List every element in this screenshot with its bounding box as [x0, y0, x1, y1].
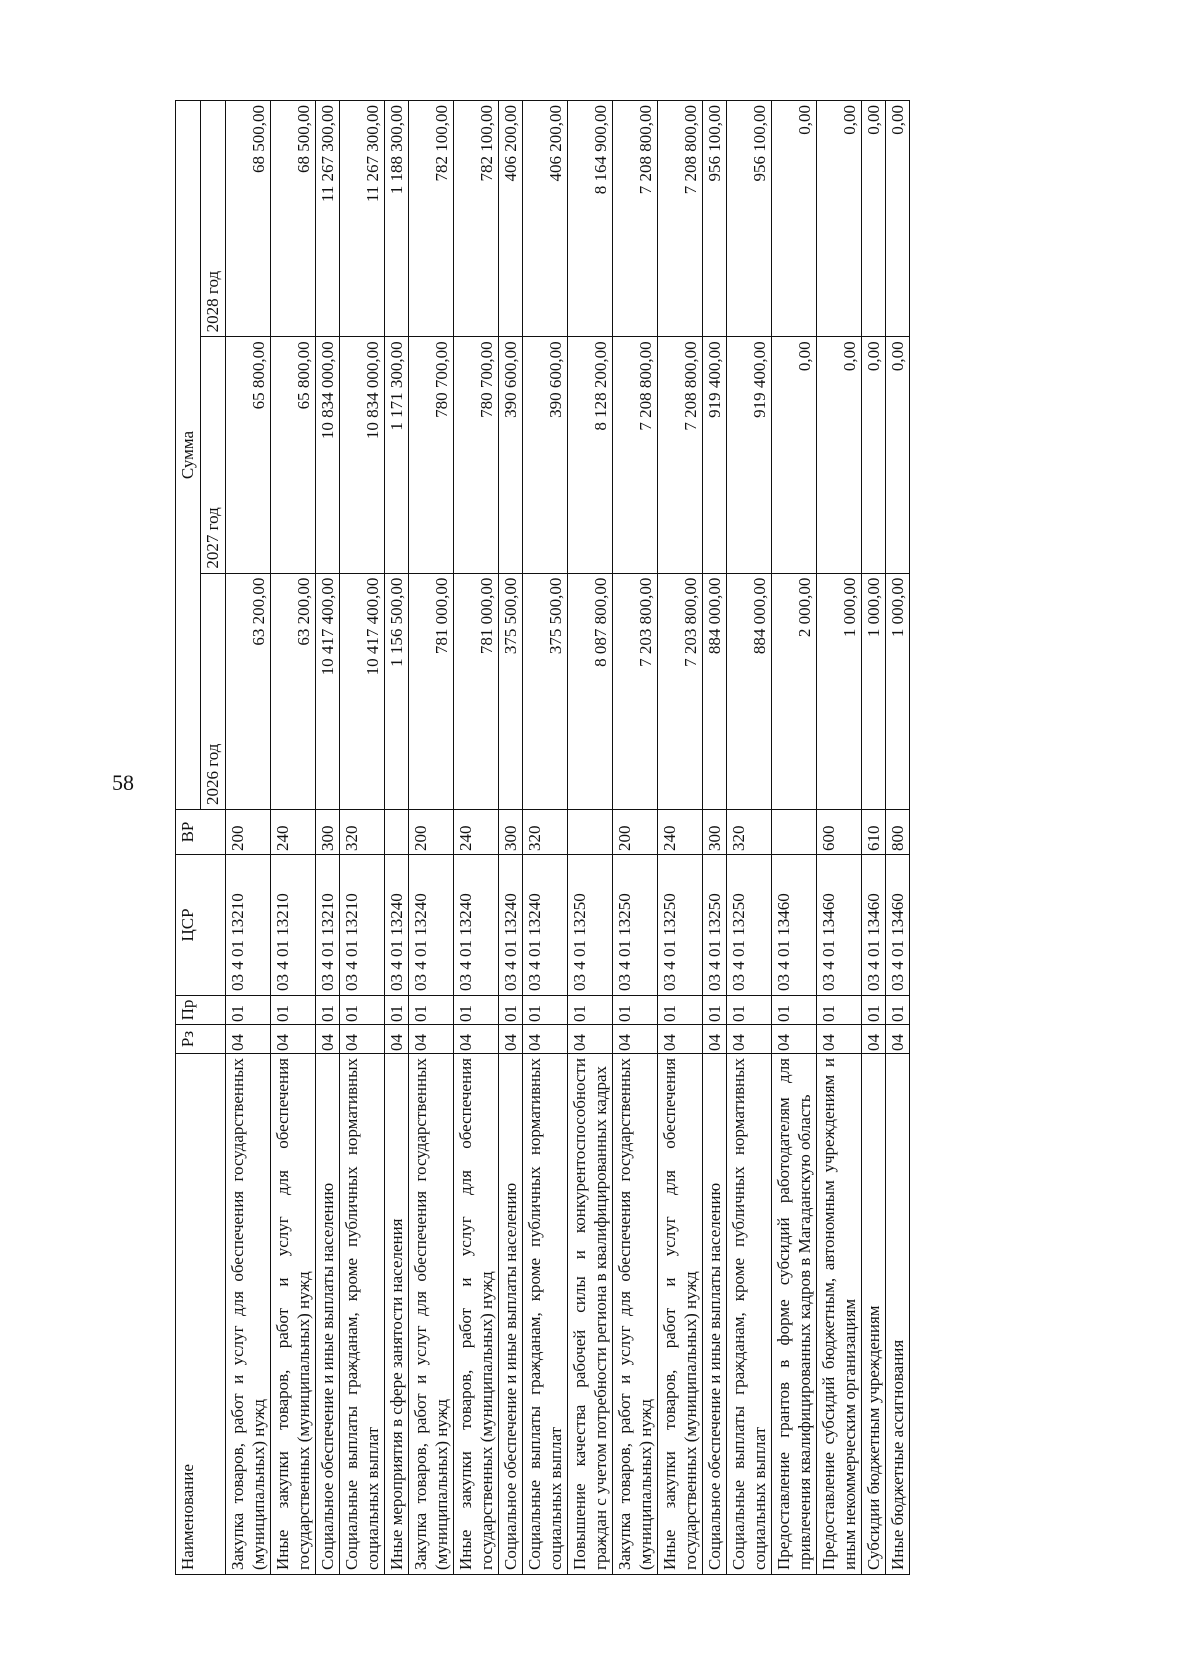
cell-rz: 04	[523, 1025, 568, 1054]
cell-pr: 01	[340, 996, 385, 1025]
cell-name: Предоставление грантов в форме субсидий работодателям для привлечения квалифицированных кадров в Магаданскую область	[772, 1054, 817, 1575]
cell-sum-2028: 0,00	[886, 101, 910, 337]
table-row	[817, 101, 862, 1575]
cell-sum-2028: 68 500,00	[271, 101, 316, 337]
cell-sum-2027: 1 171 300,00	[385, 337, 409, 573]
cell-sum-2026: 1 000,00	[817, 573, 862, 809]
header-vr: ВР	[176, 810, 226, 855]
cell-sum-2027: 8 128 200,00	[568, 337, 613, 573]
table-header	[176, 101, 226, 1575]
cell-sum-2028: 8 164 900,00	[568, 101, 613, 337]
cell-sum-2027: 7 208 800,00	[613, 337, 658, 573]
cell-csr: 03 4 01 13250	[613, 855, 658, 996]
cell-sum-2028: 0,00	[862, 101, 886, 337]
cell-pr: 01	[613, 996, 658, 1025]
cell-rz: 04	[727, 1025, 772, 1054]
cell-pr: 01	[409, 996, 454, 1025]
cell-sum-2026: 7 203 800,00	[658, 573, 703, 809]
cell-name: Социальное обеспечение и иные выплаты населению	[499, 1054, 523, 1575]
cell-sum-2026: 884 000,00	[727, 573, 772, 809]
cell-vr	[772, 810, 817, 855]
cell-sum-2028: 956 100,00	[703, 101, 727, 337]
cell-sum-2028: 0,00	[817, 101, 862, 337]
cell-sum-2027: 10 834 000,00	[316, 337, 340, 573]
cell-csr: 03 4 01 13250	[703, 855, 727, 996]
table-row	[385, 101, 409, 1575]
cell-sum-2027: 7 208 800,00	[658, 337, 703, 573]
cell-sum-2027: 780 700,00	[409, 337, 454, 573]
cell-csr: 03 4 01 13460	[886, 855, 910, 996]
cell-sum-2027: 919 400,00	[703, 337, 727, 573]
cell-sum-2027: 0,00	[817, 337, 862, 573]
cell-sum-2027: 390 600,00	[499, 337, 523, 573]
cell-sum-2028: 782 100,00	[454, 101, 499, 337]
rotated-table-wrapper	[175, 100, 1075, 1575]
cell-sum-2028: 956 100,00	[727, 101, 772, 337]
cell-sum-2026: 1 000,00	[862, 573, 886, 809]
cell-vr: 240	[271, 810, 316, 855]
cell-name: Иные закупки товаров, работ и услуг для обеспечения государственных (муниципальных) нужд	[454, 1054, 499, 1575]
cell-pr: 01	[523, 996, 568, 1025]
cell-name: Социальные выплаты гражданам, кроме публичных нормативных социальных выплат	[523, 1054, 568, 1575]
cell-csr: 03 4 01 13250	[568, 855, 613, 996]
cell-name: Закупка товаров, работ и услуг для обеспечения государственных (муниципальных) нужд	[226, 1054, 271, 1575]
cell-rz: 04	[385, 1025, 409, 1054]
cell-sum-2027: 390 600,00	[523, 337, 568, 573]
header-name: Наименование	[176, 1054, 226, 1575]
cell-sum-2028: 1 188 300,00	[385, 101, 409, 337]
cell-csr: 03 4 01 13240	[499, 855, 523, 996]
cell-sum-2028: 782 100,00	[409, 101, 454, 337]
cell-sum-2026: 63 200,00	[226, 573, 271, 809]
cell-name: Социальные выплаты гражданам, кроме публичных нормативных социальных выплат	[340, 1054, 385, 1575]
cell-csr: 03 4 01 13460	[772, 855, 817, 996]
cell-name: Повышение качества рабочей силы и конкурентоспособности граждан с учетом потребности региона в квалифицированных кадрах	[568, 1054, 613, 1575]
cell-sum-2026: 781 000,00	[454, 573, 499, 809]
cell-sum-2027: 10 834 000,00	[340, 337, 385, 573]
cell-csr: 03 4 01 13210	[271, 855, 316, 996]
cell-sum-2026: 63 200,00	[271, 573, 316, 809]
cell-rz: 04	[316, 1025, 340, 1054]
cell-sum-2026: 884 000,00	[703, 573, 727, 809]
cell-sum-2028: 406 200,00	[499, 101, 523, 337]
cell-sum-2028: 11 267 300,00	[316, 101, 340, 337]
cell-pr: 01	[499, 996, 523, 1025]
rotated-page-content	[175, 100, 1075, 1575]
cell-rz: 04	[862, 1025, 886, 1054]
cell-vr: 800	[886, 810, 910, 855]
cell-rz: 04	[409, 1025, 454, 1054]
table-row	[226, 101, 271, 1575]
cell-sum-2026: 10 417 400,00	[316, 573, 340, 809]
cell-sum-2026: 2 000,00	[772, 573, 817, 809]
header-year-2028: 2028 год	[201, 101, 226, 337]
table-row	[727, 101, 772, 1575]
cell-rz: 04	[226, 1025, 271, 1054]
cell-vr	[568, 810, 613, 855]
table-row	[271, 101, 316, 1575]
cell-csr: 03 4 01 13210	[226, 855, 271, 996]
cell-sum-2027: 0,00	[886, 337, 910, 573]
cell-name: Иные мероприятия в сфере занятости населения	[385, 1054, 409, 1575]
table-row	[613, 101, 658, 1575]
cell-sum-2028: 68 500,00	[226, 101, 271, 337]
cell-pr: 01	[226, 996, 271, 1025]
cell-csr: 03 4 01 13210	[316, 855, 340, 996]
cell-name: Иные бюджетные ассигнования	[886, 1054, 910, 1575]
budget-table	[175, 100, 910, 1575]
table-body	[226, 101, 910, 1575]
cell-pr: 01	[772, 996, 817, 1025]
cell-pr: 01	[862, 996, 886, 1025]
cell-sum-2027: 0,00	[862, 337, 886, 573]
cell-csr: 03 4 01 13240	[454, 855, 499, 996]
cell-csr: 03 4 01 13210	[340, 855, 385, 996]
table-row	[862, 101, 886, 1575]
cell-rz: 04	[658, 1025, 703, 1054]
table-row	[340, 101, 385, 1575]
cell-sum-2028: 11 267 300,00	[340, 101, 385, 337]
cell-pr: 01	[454, 996, 499, 1025]
table-row	[886, 101, 910, 1575]
cell-sum-2027: 919 400,00	[727, 337, 772, 573]
cell-rz: 04	[886, 1025, 910, 1054]
cell-name: Иные закупки товаров, работ и услуг для обеспечения государственных (муниципальных) нужд	[658, 1054, 703, 1575]
cell-rz: 04	[772, 1025, 817, 1054]
cell-pr: 01	[658, 996, 703, 1025]
cell-vr: 320	[340, 810, 385, 855]
cell-name: Социальные выплаты гражданам, кроме публичных нормативных социальных выплат	[727, 1054, 772, 1575]
header-year-2026: 2026 год	[201, 573, 226, 809]
cell-vr: 300	[703, 810, 727, 855]
header-csr: ЦСР	[176, 855, 226, 996]
cell-pr: 01	[817, 996, 862, 1025]
table-row	[703, 101, 727, 1575]
cell-vr: 610	[862, 810, 886, 855]
cell-sum-2027: 65 800,00	[226, 337, 271, 573]
cell-sum-2028: 7 208 800,00	[658, 101, 703, 337]
cell-pr: 01	[727, 996, 772, 1025]
cell-rz: 04	[703, 1025, 727, 1054]
cell-name: Социальное обеспечение и иные выплаты населению	[316, 1054, 340, 1575]
page-number: 58	[112, 770, 134, 795]
header-sum: Сумма	[176, 101, 201, 810]
cell-sum-2026: 8 087 800,00	[568, 573, 613, 809]
table-row	[454, 101, 499, 1575]
cell-csr: 03 4 01 13240	[523, 855, 568, 996]
cell-vr: 200	[613, 810, 658, 855]
cell-name: Субсидии бюджетным учреждениям	[862, 1054, 886, 1575]
cell-pr: 01	[568, 996, 613, 1025]
cell-vr	[385, 810, 409, 855]
cell-rz: 04	[499, 1025, 523, 1054]
cell-sum-2026: 10 417 400,00	[340, 573, 385, 809]
cell-vr: 200	[409, 810, 454, 855]
table-row	[568, 101, 613, 1575]
cell-rz: 04	[568, 1025, 613, 1054]
cell-csr: 03 4 01 13250	[727, 855, 772, 996]
cell-vr: 300	[499, 810, 523, 855]
cell-sum-2027: 0,00	[772, 337, 817, 573]
cell-sum-2028: 406 200,00	[523, 101, 568, 337]
cell-pr: 01	[703, 996, 727, 1025]
cell-sum-2028: 7 208 800,00	[613, 101, 658, 337]
table-row	[772, 101, 817, 1575]
cell-vr: 200	[226, 810, 271, 855]
table-row	[658, 101, 703, 1575]
cell-rz: 04	[454, 1025, 499, 1054]
cell-name: Закупка товаров, работ и услуг для обеспечения государственных (муниципальных) нужд	[613, 1054, 658, 1575]
table-row	[499, 101, 523, 1575]
cell-sum-2026: 1 156 500,00	[385, 573, 409, 809]
cell-vr: 240	[454, 810, 499, 855]
cell-rz: 04	[340, 1025, 385, 1054]
cell-vr: 600	[817, 810, 862, 855]
cell-name: Иные закупки товаров, работ и услуг для обеспечения государственных (муниципальных) нужд	[271, 1054, 316, 1575]
cell-csr: 03 4 01 13240	[385, 855, 409, 996]
cell-sum-2026: 7 203 800,00	[613, 573, 658, 809]
cell-csr: 03 4 01 13460	[862, 855, 886, 996]
cell-rz: 04	[817, 1025, 862, 1054]
cell-csr: 03 4 01 13240	[409, 855, 454, 996]
header-year-2027: 2027 год	[201, 337, 226, 573]
cell-sum-2027: 65 800,00	[271, 337, 316, 573]
cell-name: Социальное обеспечение и иные выплаты населению	[703, 1054, 727, 1575]
cell-csr: 03 4 01 13250	[658, 855, 703, 996]
table-row	[409, 101, 454, 1575]
cell-vr: 320	[727, 810, 772, 855]
cell-vr: 240	[658, 810, 703, 855]
table-row	[316, 101, 340, 1575]
cell-pr: 01	[385, 996, 409, 1025]
cell-pr: 01	[271, 996, 316, 1025]
cell-sum-2027: 780 700,00	[454, 337, 499, 573]
cell-csr: 03 4 01 13460	[817, 855, 862, 996]
cell-rz: 04	[613, 1025, 658, 1054]
cell-sum-2026: 1 000,00	[886, 573, 910, 809]
header-row-top	[176, 101, 201, 1575]
cell-sum-2026: 781 000,00	[409, 573, 454, 809]
cell-name: Закупка товаров, работ и услуг для обеспечения государственных (муниципальных) нужд	[409, 1054, 454, 1575]
cell-pr: 01	[886, 996, 910, 1025]
cell-sum-2028: 0,00	[772, 101, 817, 337]
cell-pr: 01	[316, 996, 340, 1025]
cell-name: Предоставление субсидий бюджетным, автономным учреждениям и иным некоммерческим организациям	[817, 1054, 862, 1575]
cell-vr: 300	[316, 810, 340, 855]
cell-rz: 04	[271, 1025, 316, 1054]
cell-sum-2026: 375 500,00	[499, 573, 523, 809]
cell-vr: 320	[523, 810, 568, 855]
table-row	[523, 101, 568, 1575]
header-pr: Пр	[176, 996, 226, 1025]
cell-sum-2026: 375 500,00	[523, 573, 568, 809]
header-rz: Рз	[176, 1025, 226, 1054]
